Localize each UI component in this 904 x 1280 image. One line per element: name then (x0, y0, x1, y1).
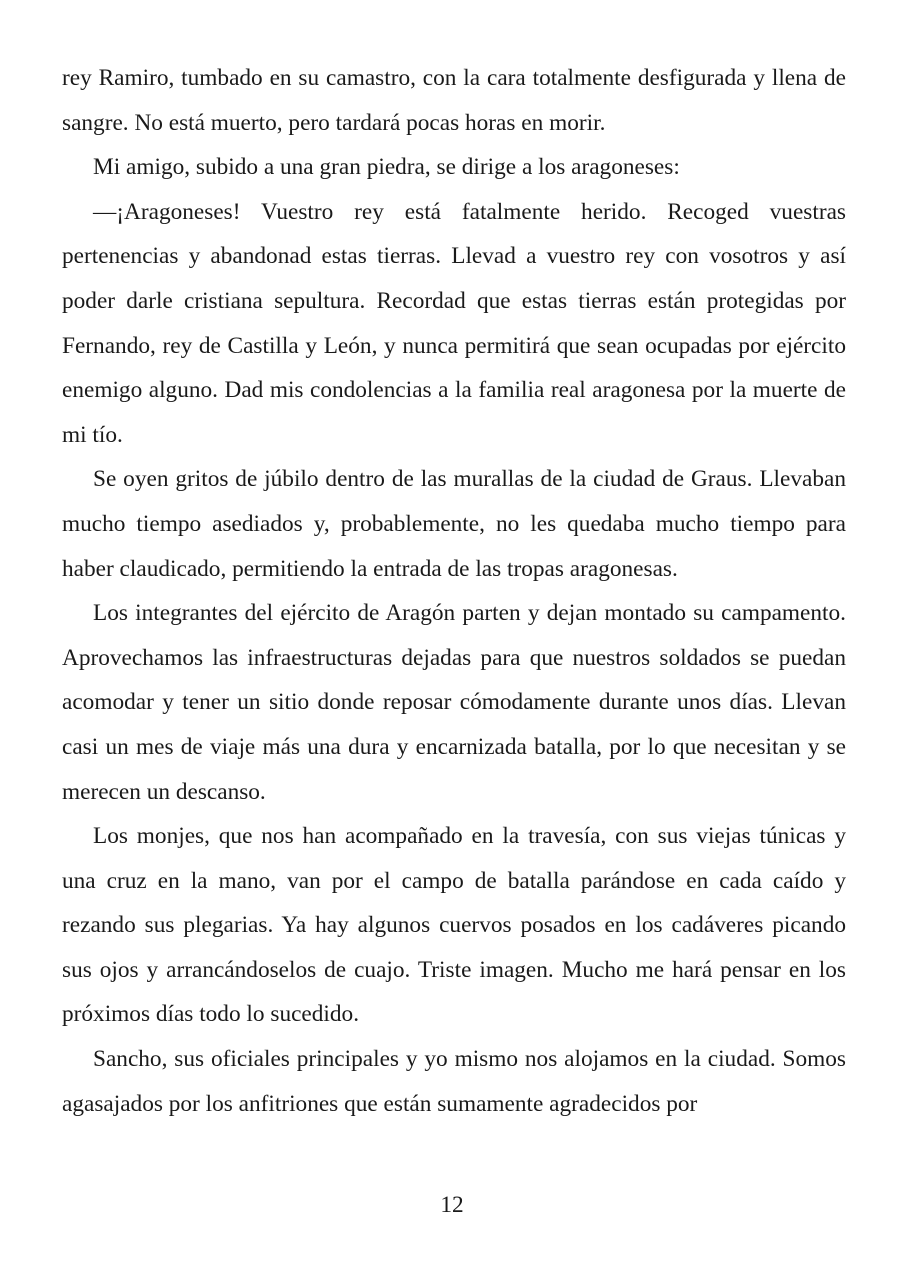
page-body (62, 56, 846, 1126)
paragraph: Sancho, sus oficiales principales y yo mismo nos alojamos en la ciudad. Somos agasajados por los anfitriones que están sumamente agradecidos por (62, 1046, 846, 1117)
paragraph: Mi amigo, subido a una gran piedra, se dirige a los aragoneses: (93, 154, 680, 181)
paragraph-dialogue: —¡Aragoneses! Vuestro rey está fatalmente herido. Recoged vuestras pertenencias y abandonad estas tierras. Llevad a vuestro rey con vosotros y así poder darle cristiana sepultura. Recordad que estas tierras están protegidas por Fernando, rey de Castilla y León, y nunca permitirá que sean ocupadas por ejército enemigo alguno. Dad mis condolencias a la familia real aragonesa por la muerte de mi tío. (62, 198, 846, 448)
paragraph-continued: rey Ramiro, tumbado en su camastro, con la cara totalmente desfigurada y llena de sangre. No está muerto, pero tardará pocas horas en morir. (62, 65, 846, 136)
paragraph: Se oyen gritos de júbilo dentro de las murallas de la ciudad de Graus. Llevaban mucho tiempo asediados y, probablemente, no les quedaba mucho tiempo para haber claudicado, permitiendo la entrada de las tropas aragonesas. (62, 466, 846, 582)
paragraph: Los monjes, que nos han acompañado en la travesía, con sus viejas túnicas y una cruz en la mano, van por el campo de batalla parándose en cada caído y rezando sus plegarias. Ya hay algunos cuervos posados en los cadáveres picando sus ojos y arrancándoselos de cuajo. Triste imagen. Mucho me hará pensar en los próximos días todo lo sucedido. (62, 823, 846, 1028)
page-number: 12 (440, 1192, 464, 1218)
paragraph: Los integrantes del ejército de Aragón parten y dejan montado su campamento. Aprovechamos las infraestructuras dejadas para que nuestros soldados se puedan acomodar y tener un sitio donde reposar cómodamente durante unos días. Llevan casi un mes de viaje más una dura y encarnizada batalla, por lo que necesitan y se merecen un descanso. (62, 600, 846, 805)
